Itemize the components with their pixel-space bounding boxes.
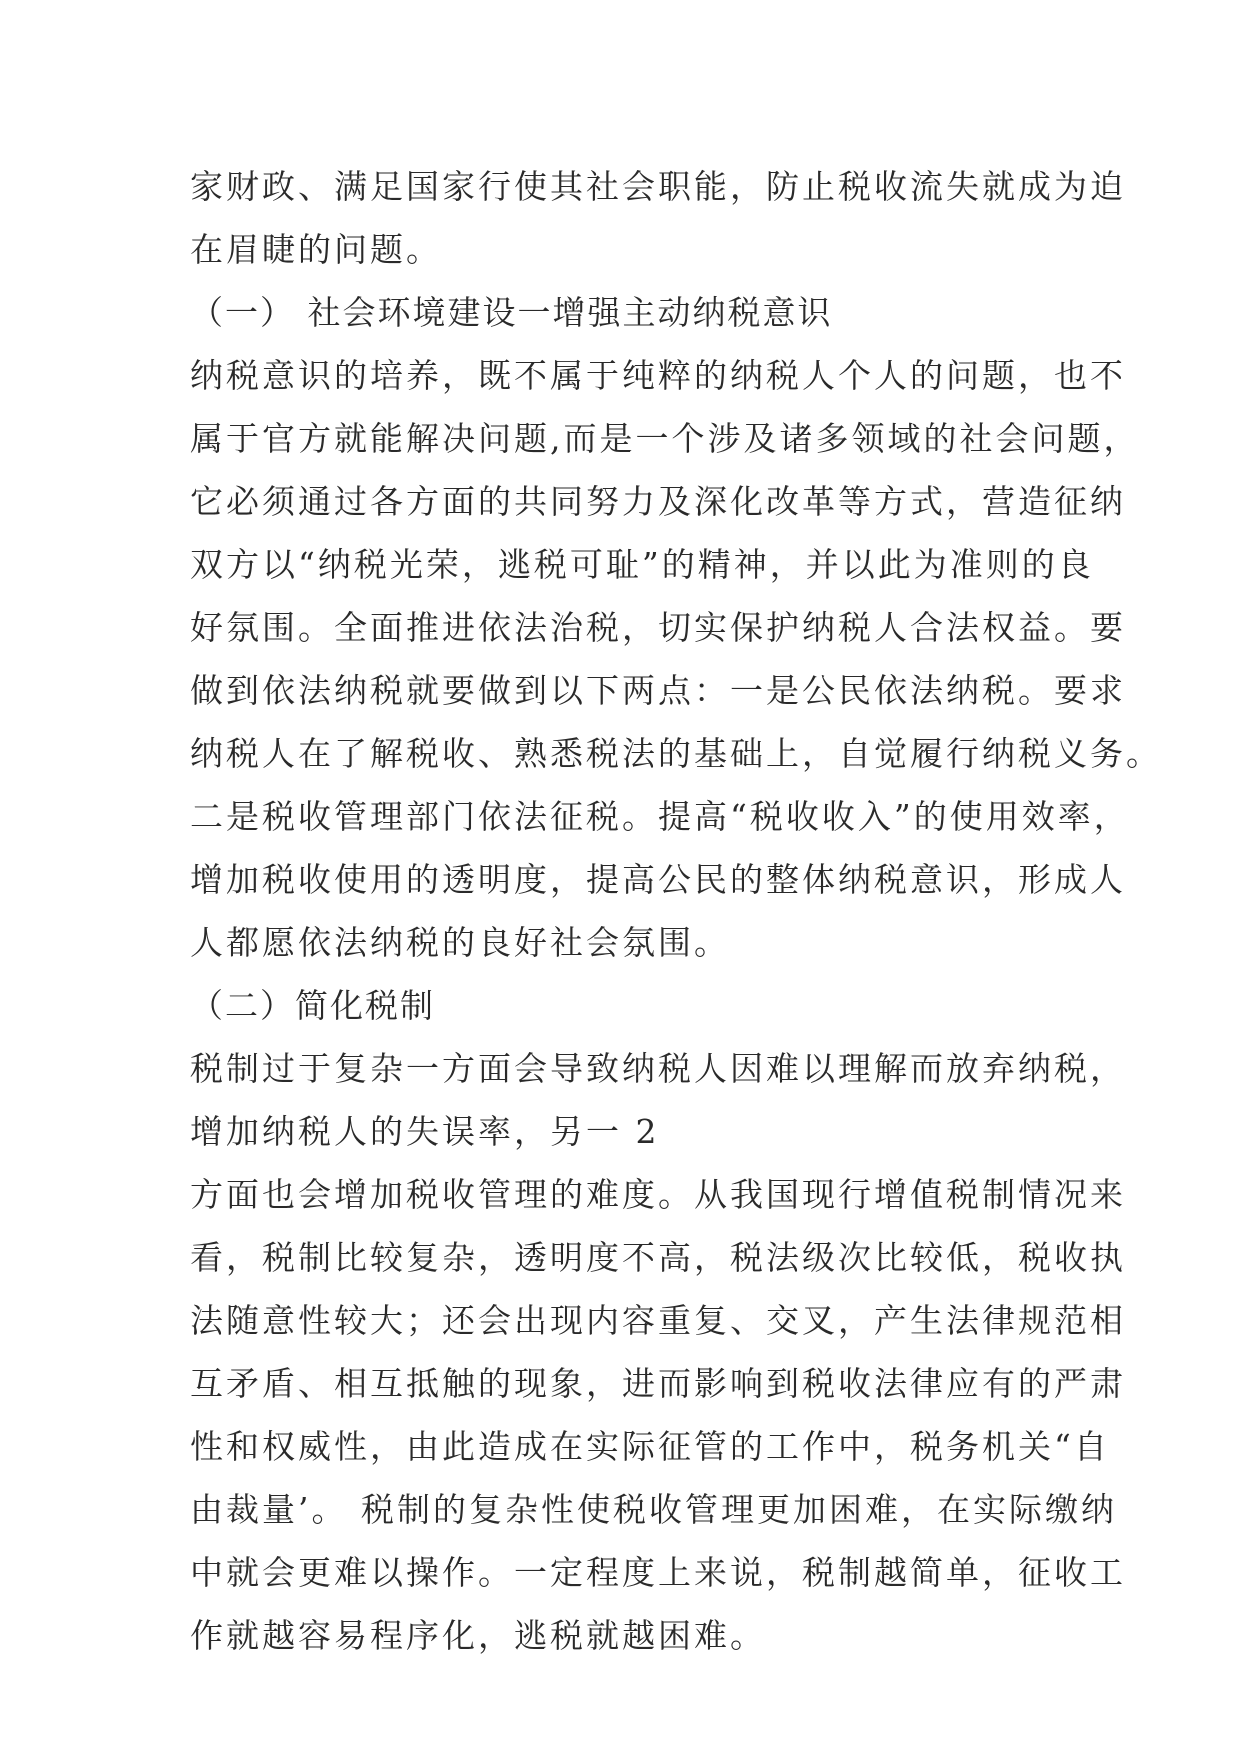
text-line: 中就会更难以操作。一定程度上来说，税制越简单，征收工 xyxy=(190,1553,1126,1592)
section-heading: （一） 社会环境建设一增强主动纳税意识 xyxy=(190,293,833,332)
text-line: 由裁量’。 税制的复杂性使税收管理更加困难，在实际缴纳 xyxy=(190,1490,1117,1529)
text-line: 方面也会增加税收管理的难度。从我国现行增值税制情况来 xyxy=(190,1175,1126,1214)
section-heading: （二）简化税制 xyxy=(190,986,435,1025)
text-line: 增加纳税人的失误率，另一 2 xyxy=(190,1112,660,1151)
text-line: 二是税收管理部门依法征税。提高“税收收入”的使用效率， xyxy=(190,797,1130,836)
body-text xyxy=(190,155,1162,1667)
text-line: 人都愿依法纳税的良好社会氛围。 xyxy=(190,923,730,962)
text-line: 税制过于复杂一方面会导致纳税人因难以理解而放弃纳税， xyxy=(190,1049,1126,1088)
text-line: 好氛围。全面推进依法治税，切实保护纳税人合法权益。要 xyxy=(190,608,1126,647)
text-line: 看，税制比较复杂，透明度不高，税法级次比较低，税收执 xyxy=(190,1238,1126,1277)
text-line: 纳税意识的培养，既不属于纯粹的纳税人个人的问题，也不 xyxy=(190,356,1126,395)
text-line: 增加税收使用的透明度，提高公民的整体纳税意识，形成人 xyxy=(190,860,1126,899)
text-line: 性和权威性，由此造成在实际征管的工作中，税务机关“自 xyxy=(190,1427,1110,1466)
text-line: 双方以“纳税光荣，逃税可耻”的精神，并以此为准则的良 xyxy=(190,545,1094,584)
text-line: 家财政、满足国家行使其社会职能，防止税收流失就成为迫 xyxy=(190,167,1126,206)
text-line: 互矛盾、相互抵触的现象，进而影响到税收法律应有的严肃 xyxy=(190,1364,1126,1403)
text-line: 纳税人在了解税收、熟悉税法的基础上，自觉履行纳税义务。 xyxy=(190,734,1162,773)
text-line: 在眉睫的问题。 xyxy=(190,230,442,269)
text-line: 法随意性较大；还会出现内容重复、交叉，产生法律规范相 xyxy=(190,1301,1126,1340)
text-line: 作就越容易程序化，逃税就越困难。 xyxy=(190,1616,766,1655)
text-line: 它必须通过各方面的共同努力及深化改革等方式，营造征纳 xyxy=(190,482,1126,521)
text-line: 做到依法纳税就要做到以下两点：一是公民依法纳税。要求 xyxy=(190,671,1126,710)
text-line: 属于官方就能解决问题,而是一个涉及诸多领域的社会问题， xyxy=(190,419,1140,458)
